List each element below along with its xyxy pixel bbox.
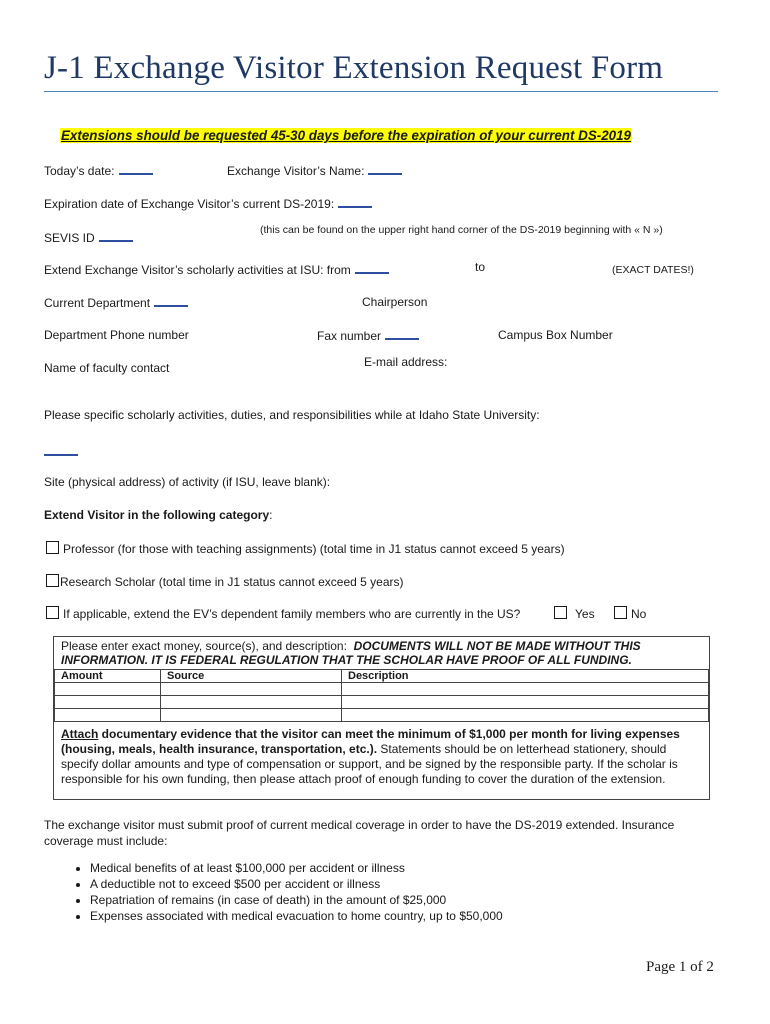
email-label: E-mail address: — [364, 355, 448, 369]
extend-from-field — [44, 262, 389, 277]
visitor-name-label: Exchange Visitor’s Name: — [227, 164, 365, 178]
category-heading-colon: : — [269, 508, 273, 522]
sevis-label: SEVIS ID — [44, 231, 95, 245]
table-row — [55, 683, 709, 696]
campus-box-label: Campus Box Number — [498, 328, 613, 342]
professor-checkbox[interactable] — [46, 541, 59, 554]
amount-cell[interactable] — [55, 709, 161, 722]
no-checkbox[interactable] — [614, 606, 627, 619]
dependents-option[interactable] — [46, 606, 520, 621]
fax-field — [317, 328, 419, 343]
dept-phone-label: Department Phone number — [44, 328, 189, 342]
yes-option[interactable] — [554, 606, 595, 621]
department-input[interactable] — [154, 295, 188, 307]
yes-checkbox[interactable] — [554, 606, 567, 619]
attach-word: Attach — [61, 727, 99, 741]
category-heading-text: Extend Visitor in the following category — [44, 508, 270, 522]
description-cell[interactable] — [342, 683, 709, 696]
amount-cell[interactable] — [55, 696, 161, 709]
chairperson-label: Chairperson — [362, 295, 428, 309]
amount-cell[interactable] — [55, 683, 161, 696]
no-label: No — [631, 607, 647, 621]
dependents-label: If applicable, extend the EV’s dependent family members who are currently in the US? — [63, 607, 521, 621]
visitor-name-field — [227, 163, 402, 178]
extend-from-label: Extend Exchange Visitor’s scholarly activities at ISU: from — [44, 263, 351, 277]
funding-table-header — [55, 670, 709, 683]
sevis-input[interactable] — [99, 230, 133, 242]
list-item: • Expenses associated with medical evacuation to home country, up to $50,000 — [90, 908, 503, 924]
todays-date-label: Today’s date: — [44, 164, 115, 178]
activities-label: Please specific scholarly activities, duties, and responsibilities while at Idaho State University: — [44, 408, 540, 422]
professor-label: Professor (for those with teaching assignments) (total time in J1 status cannot exceed 5 years) — [63, 542, 565, 556]
attach-instructions — [61, 727, 701, 787]
list-item: • A deductible not to exceed $500 per accident or illness — [90, 876, 503, 892]
list-item: • Repatriation of remains (in case of death) in the amount of $25,000 — [90, 892, 503, 908]
todays-date-field — [44, 163, 153, 178]
insurance-intro: The exchange visitor must submit proof of current medical coverage in order to have the DS-2019 extended. Insurance coverage must include: — [44, 818, 675, 848]
extension-notice: Extensions should be requested 45-30 days before the expiration of your current DS-2019 — [61, 128, 632, 143]
category-heading — [44, 508, 272, 522]
expiration-label: Expiration date of Exchange Visitor’s current DS-2019: — [44, 197, 335, 211]
source-header: Source — [161, 670, 342, 683]
attach-bold-text: documentary evidence that the visitor can meet the minimum of $1,000 per month for living expenses (housing, meals, health insurance, transportation, etc.). — [61, 727, 680, 756]
funding-intro — [61, 639, 701, 667]
dependents-checkbox[interactable] — [46, 606, 59, 619]
funding-table — [54, 669, 709, 722]
visitor-name-input[interactable] — [368, 163, 402, 175]
research-checkbox[interactable] — [46, 574, 59, 587]
source-cell[interactable] — [161, 696, 342, 709]
site-label: Site (physical address) of activity (if ISU, leave blank): — [44, 475, 331, 489]
source-cell[interactable] — [161, 709, 342, 722]
funding-intro-text: Please enter exact money, source(s), and description: — [61, 639, 347, 653]
description-header: Description — [342, 670, 709, 683]
fax-label: Fax number — [317, 329, 382, 343]
activities-input[interactable] — [44, 444, 78, 459]
amount-header: Amount — [55, 670, 161, 683]
expiration-field — [44, 196, 372, 211]
sevis-field — [44, 230, 133, 245]
extend-from-input[interactable] — [355, 262, 389, 274]
faculty-contact-label: Name of faculty contact — [44, 361, 170, 375]
sevis-note: (this can be found on the upper right hand corner of the DS-2019 beginning with « N ») — [260, 224, 663, 236]
research-label: Research Scholar (total time in J1 status cannot exceed 5 years) — [60, 575, 404, 589]
department-label: Current Department — [44, 296, 151, 310]
extend-to-label: to — [475, 260, 486, 274]
description-cell[interactable] — [342, 709, 709, 722]
title-divider — [44, 91, 718, 92]
attach-rest-text: Statements should be on letterhead stationery, should specify dollar amounts and type of compensation or support, and be signed by the responsible party. If the scholar is responsible for his own funding, then please attach proof of enough funding to cover the duration of the extension. — [61, 742, 678, 786]
todays-date-input[interactable] — [119, 163, 153, 175]
fax-input[interactable] — [385, 328, 419, 340]
table-row — [55, 696, 709, 709]
funding-box — [53, 636, 710, 800]
expiration-input[interactable] — [338, 196, 372, 208]
insurance-list — [44, 860, 503, 924]
list-item: • Medical benefits of at least $100,000 per accident or illness — [90, 860, 503, 876]
description-cell[interactable] — [342, 696, 709, 709]
exact-dates-note: (EXACT DATES!) — [612, 264, 694, 276]
professor-option[interactable] — [46, 541, 565, 556]
yes-label: Yes — [575, 607, 595, 621]
page-number: Page 1 of 2 — [646, 959, 714, 975]
department-field — [44, 295, 188, 310]
research-option[interactable] — [46, 574, 404, 589]
funding-warning: DOCUMENTS WILL NOT BE MADE WITHOUT THIS INFORMATION. IT IS FEDERAL REGULATION THAT THE SCHOLAR HAVE PROOF OF ALL FUNDING. — [61, 639, 641, 667]
no-option[interactable] — [614, 606, 646, 621]
table-row — [55, 709, 709, 722]
source-cell[interactable] — [161, 683, 342, 696]
page-title: J-1 Exchange Visitor Extension Request Form — [44, 50, 664, 86]
